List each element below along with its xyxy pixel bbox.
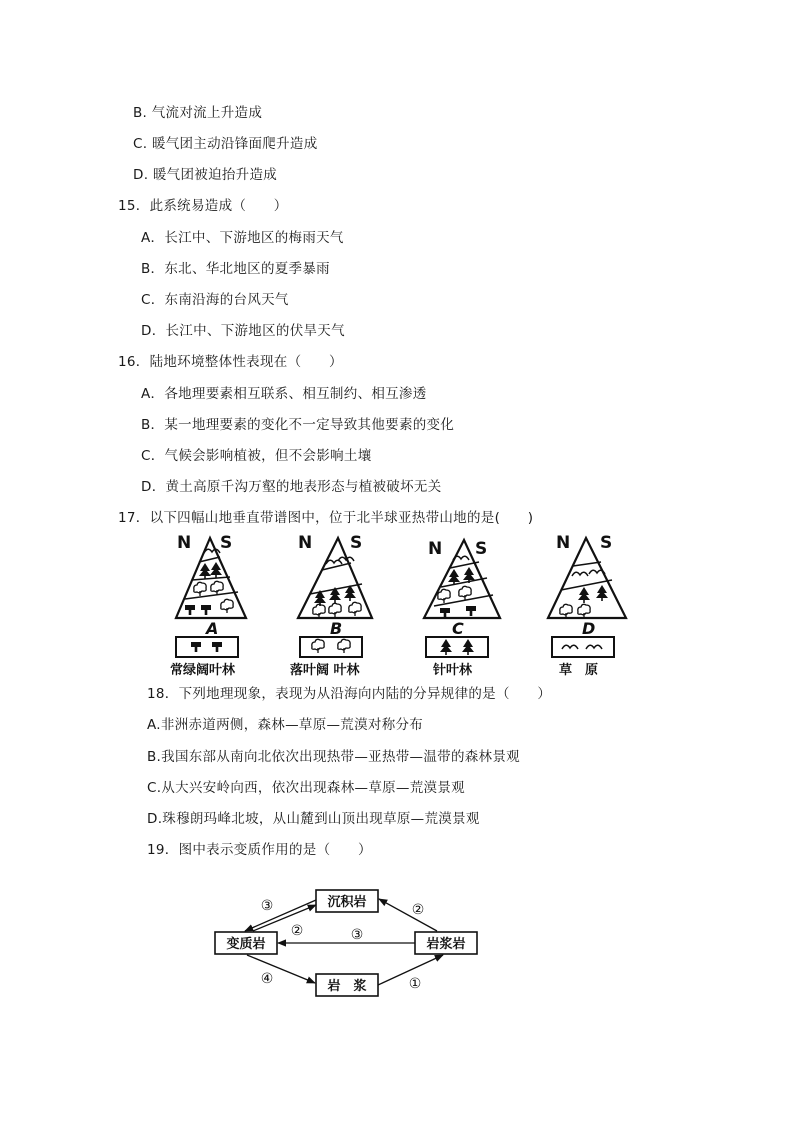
- rock-cycle-diagram: [205, 882, 495, 1002]
- north-label: N: [298, 533, 313, 553]
- process-label-2-right: ②: [411, 902, 425, 918]
- arrow-igneous-to-sedimentary: [379, 899, 437, 931]
- q17-stem: 17．以下四幅山地垂直带谱图中，位于北半球亚热带山地的是( ): [118, 510, 534, 526]
- q15-option-c: C．东南沿海的台风天气: [141, 292, 289, 308]
- q16-option-c: C．气候会影响植被，但不会影响土壤: [141, 448, 372, 464]
- north-label: N: [177, 533, 192, 553]
- q16-option-a: A．各地理要素相互联系、相互制约、相互渗透: [141, 386, 427, 402]
- q15-option-d: D．长江中、下游地区的伏旱天气: [141, 323, 345, 339]
- south-label: S: [475, 539, 488, 559]
- q16-option-b: B．某一地理要素的变化不一定导致其他要素的变化: [141, 417, 455, 433]
- sedimentary-label: 沉积岩: [327, 895, 367, 910]
- process-label-2-left: ②: [290, 923, 304, 939]
- q18-option-d: D.珠穆朗玛峰北坡，从山麓到山顶出现草原—荒漠景观: [147, 811, 480, 827]
- magma-label: 岩 浆: [327, 979, 367, 994]
- south-label: S: [220, 533, 233, 553]
- legend-label: 常绿阔叶林: [170, 663, 236, 678]
- q18-option-c: C.从大兴安岭向西，依次出现森林—草原—荒漠景观: [147, 780, 465, 796]
- q18-option-a: A.非洲赤道两侧，森林—草原—荒漠对称分布: [147, 717, 424, 733]
- q14-option-c: C. 暖气团主动沿锋面爬升造成: [133, 136, 318, 152]
- q16-option-d: D．黄土高原千沟万壑的地表形态与植被破坏无关: [141, 479, 442, 495]
- q16-stem: 16．陆地环境整体性表现在（ ）: [118, 354, 343, 370]
- q15-option-a: A．长江中、下游地区的梅雨天气: [141, 230, 344, 246]
- arrow-metamorphic-to-magma: [247, 955, 315, 983]
- panel-letter: B: [330, 619, 343, 638]
- zonation-panel-d: [548, 533, 626, 678]
- q19-stem: 19．图中表示变质作用的是（ ）: [147, 842, 372, 858]
- process-label-3-upper: ③: [260, 898, 274, 914]
- north-label: N: [428, 539, 443, 559]
- q18-stem: 18．下列地理现象，表现为从沿海向内陆的分异规律的是（ ）: [147, 686, 552, 702]
- legend-label: 落叶阔 叶林: [290, 663, 360, 678]
- process-label-3-middle: ③: [350, 927, 364, 943]
- q14-option-b: B. 气流对流上升造成: [133, 105, 263, 121]
- panel-letter: C: [452, 619, 464, 638]
- south-label: S: [350, 533, 363, 553]
- north-label: N: [556, 533, 571, 553]
- zonation-panel-c: [424, 539, 500, 678]
- zonation-panel-a: [170, 533, 246, 678]
- zonation-panel-b: [290, 533, 372, 678]
- panel-letter: D: [582, 619, 596, 638]
- legend-label: 针叶林: [433, 663, 473, 678]
- vertical-zonation-figure: [160, 532, 630, 682]
- south-label: S: [600, 533, 613, 553]
- panel-letter: A: [206, 619, 219, 638]
- igneous-label: 岩浆岩: [426, 937, 466, 952]
- process-label-1: ①: [408, 976, 422, 992]
- arrow-sedimentary-to-metamorphic: [245, 900, 316, 931]
- q15-option-b: B．东北、华北地区的夏季暴雨: [141, 261, 330, 277]
- process-label-4: ④: [260, 971, 274, 987]
- q14-option-d: D. 暖气团被迫抬升造成: [133, 167, 278, 183]
- q15-stem: 15．此系统易造成（ ）: [118, 198, 288, 214]
- q18-option-b: B.我国东部从南向北依次出现热带—亚热带—温带的森林景观: [147, 749, 520, 765]
- metamorphic-label: 变质岩: [226, 937, 266, 952]
- legend-label: 草 原: [559, 663, 599, 678]
